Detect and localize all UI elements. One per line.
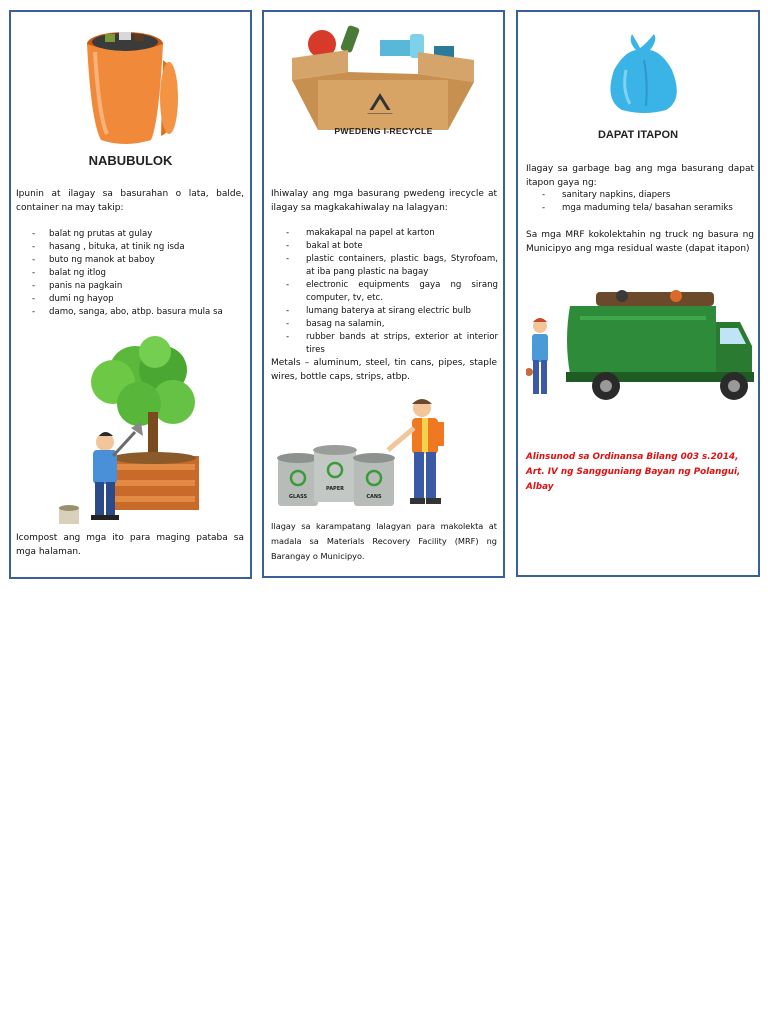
panel-title: NABUBULOK <box>88 153 173 168</box>
list-item: - panis na pagkain <box>32 281 123 291</box>
list-item: - buto ng manok at baboy <box>32 255 155 265</box>
list-item: - damo, sanga, abo, atbp. basura mula sa <box>32 307 223 317</box>
footer-text: Ilagay sa karampatang lalagyan para makolekta at madala sa Materials Recovery Facility (MRF) ng Barangay o Municipyo. <box>271 521 497 561</box>
bin-label: GLASS <box>288 494 308 500</box>
sorting-worker-icon <box>276 394 476 512</box>
glass-bin <box>277 453 319 506</box>
list-item: - rubber bands at strips, exterior at interior tires <box>286 332 498 355</box>
list-item: - bakal at bote <box>286 241 363 251</box>
list-item: - lumang baterya at sirang electric bulb <box>286 306 471 316</box>
intro-text: Ihiwalay ang mga basurang pwedeng irecycle at ilagay sa magkakahiwalay na lalagyan: <box>271 189 497 213</box>
metals-text: Metals – aluminum, steel, tin cans, pipes, staple wires, bottle caps, strips, atbp. <box>271 358 497 382</box>
residual-list <box>542 189 754 215</box>
biodegradable-list <box>32 228 244 331</box>
ordinance-text: Alinsunod sa Ordinansa Bilang 003 s.2014, Art. IV ng Sangguniang Bayan ng Polangui, Albay <box>526 452 741 492</box>
list-item: - mga maduming tela/ basahan seramiks <box>542 203 733 213</box>
intro-text: Ilagay sa garbage bag ang mga basurang dapat itapon gaya ng: <box>526 164 754 188</box>
panel-title: DAPAT ITAPON <box>597 129 679 141</box>
panel-residual <box>516 10 760 577</box>
intro-text: Ipunin at ilagay sa basurahan o lata, balde, container na may takip: <box>16 189 244 213</box>
cans-bin <box>353 453 395 506</box>
list-item: - dumi ng hayop <box>32 294 114 304</box>
paper-bin <box>313 445 357 502</box>
recycle-box-icon <box>288 20 478 132</box>
list-item: - sanitary napkins, diapers <box>542 190 671 200</box>
recycle-list <box>286 227 498 357</box>
bin-label: PAPER <box>325 486 345 492</box>
list-item: - hasang , bituka, at tinik ng isda <box>32 242 185 252</box>
list-item: - basag na salamin, <box>286 319 385 329</box>
footer-text: Icompost ang mga ito para maging pataba sa mga halaman. <box>16 533 244 557</box>
bin-icon <box>79 22 183 148</box>
compost-tree-icon <box>55 332 221 532</box>
panel-biodegradable <box>9 10 252 579</box>
list-item: - balat ng prutas at gulay <box>32 229 153 239</box>
list-item: - balat ng itlog <box>32 268 106 278</box>
list-item: - plastic containers, plastic bags, Styrofoam, at iba pang plastic na bagay <box>286 254 498 277</box>
panel-recycle <box>262 10 505 578</box>
bin-label: CANS <box>366 494 382 500</box>
panel-title: PWEDENG I-RECYCLE <box>334 126 433 136</box>
garbage-bag-icon <box>602 30 686 114</box>
list-item: - makakapal na papel at karton <box>286 228 435 238</box>
mrf-text: Sa mga MRF kokolektahin ng truck ng basura ng Municipyo ang mga residual waste (dapat itapon) <box>526 230 754 254</box>
garbage-truck-icon <box>526 288 754 408</box>
list-item: - electronic equipments gaya ng sirang computer, tv, etc. <box>286 280 498 303</box>
